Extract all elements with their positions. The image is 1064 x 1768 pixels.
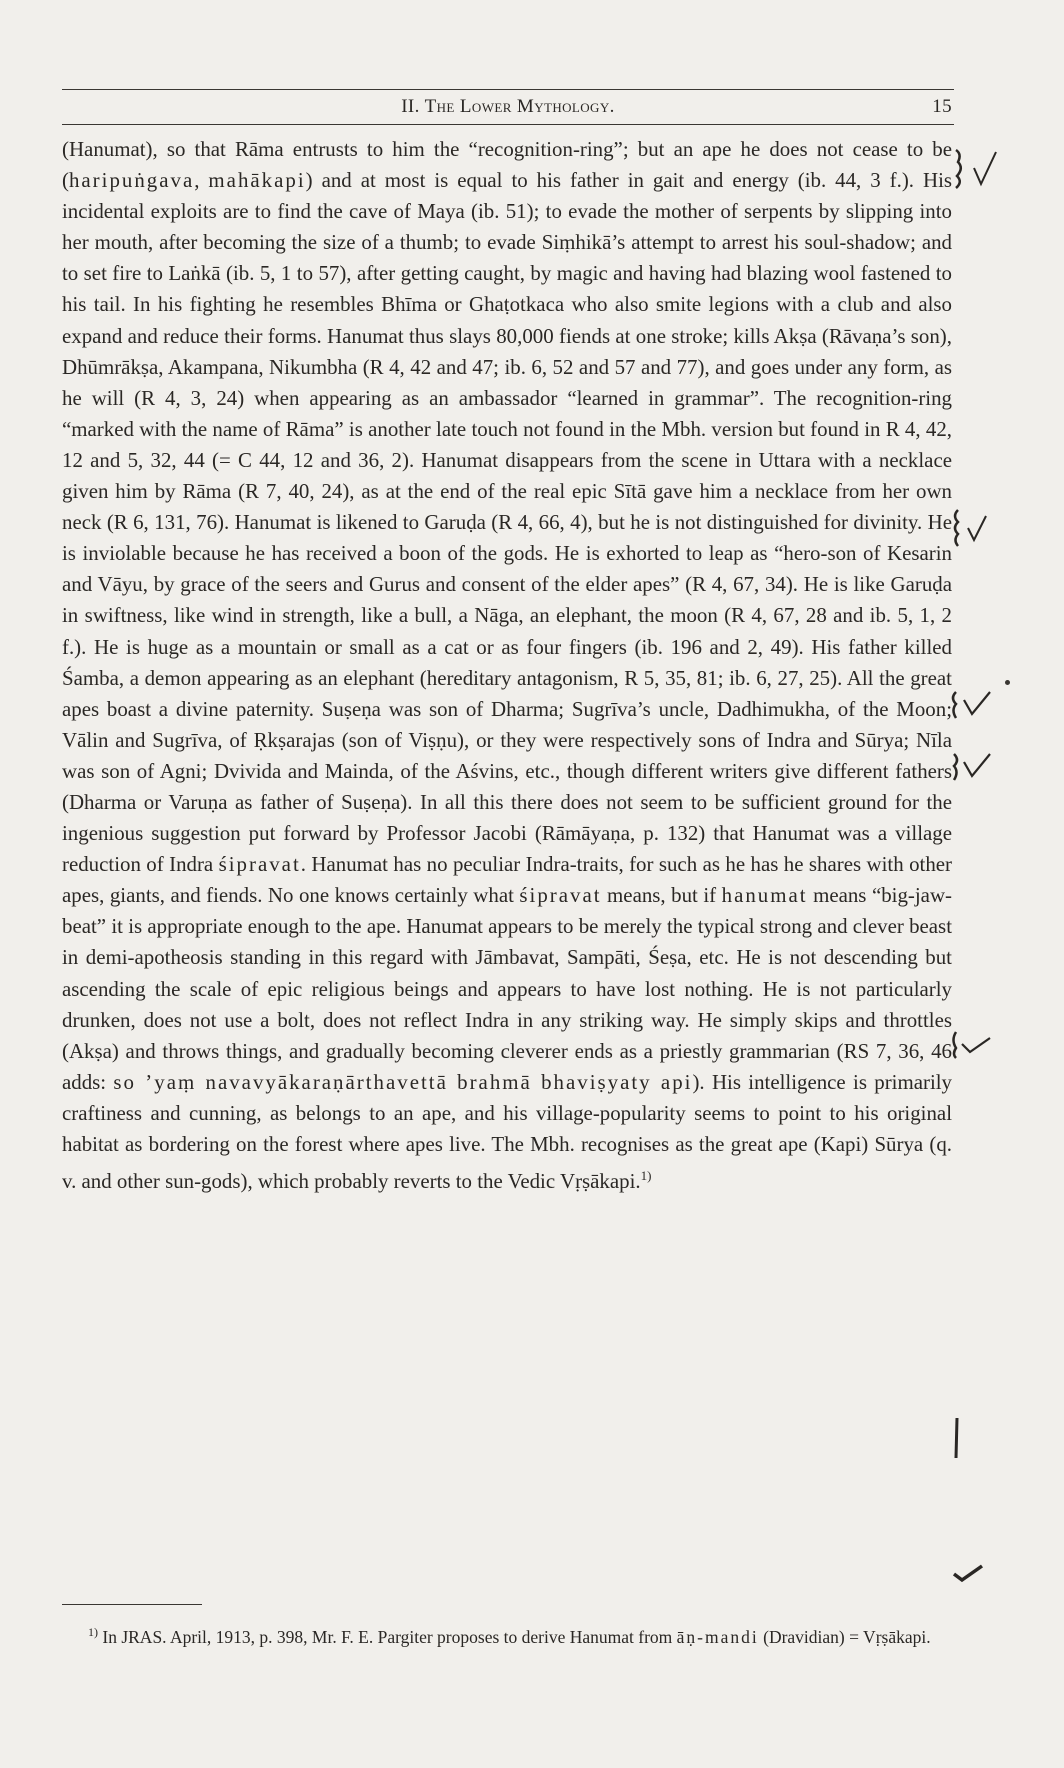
spaced-term: hanumat (721, 883, 808, 908)
margin-check-mark-icon (950, 690, 994, 720)
margin-line-mark-icon (952, 1416, 962, 1460)
spaced-term: śipravat (218, 852, 301, 877)
footnote-marker: 1) (88, 1625, 98, 1639)
body-text (62, 134, 952, 1197)
footnote (62, 1620, 952, 1650)
ink-dot (1005, 680, 1010, 685)
spaced-term: mahākapi (208, 168, 306, 193)
margin-check-mark-icon (952, 504, 992, 548)
spaced-term: āṇ-mandi (676, 1626, 759, 1647)
page-number: 15 (932, 96, 952, 117)
text-run: means, but if (601, 883, 722, 908)
footnote-rule (62, 1604, 202, 1605)
footnote-text: In JRAS. April, 1913, p. 398, Mr. F. E. Pargiter proposes to derive Hanumat from (98, 1626, 677, 1647)
spaced-term: haripuṅgava (68, 168, 195, 193)
spaced-term: śipravat (519, 883, 602, 908)
margin-check-mark-icon (950, 752, 994, 782)
text-run: ) and at most is equal to his father in gait and energy (ib. 44, 3 f.). His incidental exploits are to find the cave of Maya (ib. 51); to evade the mother of serpents by slipping into her mouth, after becoming the size of a thumb; to evade Siṃhikā’s attempt to arrest his soul-shadow; and to set fire to Laṅkā (ib. 5, 1 to 57), after getting caught, by magic and having had blazing wool fastened to his tail. In his fighting he resembles Bhīma or Ghaṭotkaca who also smite legions with a club and also expand and reduce their forms. Hanumat thus slays 80,000 fiends at one stroke; kills Akṣa (Rāvaṇa’s son), Dhūmrākṣa, Akampana, Nikumbha (R 4, 42 and 47; ib. 6, 52 and 57 and 77), and goes under any form, as he will (R 4, 3, 24) when appearing as an ambassador “learned in grammar”. The recognition-ring “marked with the name of Rāma” is another late touch not found in the Mbh. version but found in R 4, 42, 12 and 5, 32, 44 (= C 44, 12 and 36, 2). Hanumat disappears from the scene in Uttara with a necklace given him by Rāma (R 7, 40, 24), as at the end of the real epic Sītā gave him a necklace from her own neck (R 6, 131, 76). Hanumat is likened to Garuḍa (R 4, 66, 4), but he is not distinguished for divinity. He is inviolable because he has received a boon of the gods. He is exhorted to leap as “hero-son of Kesarin and Vāyu, by grace of the seers and Gurus and consent of the elder apes” (R 4, 67, 34). He is like Garuḍa in swiftness, like wind in strength, like a bull, a Nāga, an elephant, the moon (R 4, 67, 28 and ib. 5, 1, 2 f.). He is huge as a mountain or small as a cat or as four fingers (ib. 196 and 2, 49). His father killed Śamba, a demon appearing as an elephant (hereditary antagonism, R 5, 35, 81; ib. 6, 27, 25). All the great apes boast a divine paternity. Suṣeṇa was son of Dharma; Sugrīva’s uncle, Dadhimukha, of the Moon; Vālin and Sugrīva, of Ṛkṣarajas (son of Viṣṇu), or they were respectively sons of Indra and Sūrya; Nīla was son of Agni; Dvivida and Mainda, of the Aśvins, etc., though different writers give different fathers (Dharma or Varuṇa as father of Suṣeṇa). In all this there does not seem to be sufficient ground for the ingenious suggestion put forward by Professor Jacobi (Rāmāyaṇa, p. 132) that Hanumat was a village reduction of Indra (62, 168, 953, 877)
text-run: . Hanumat has no peculiar Indra-traits, for such as he has he shares with other apes, giants, and fiends. No one knows certainly what (62, 852, 953, 908)
text-run: ). His intelligence is primarily craftiness and cunning, as belongs to an ape, and his village-popularity seems to point to his original habitat as bordering on the forest where apes live. The Mbh. recognises as the great ape (Kapi) Sūrya (q. v. and other sun-gods), which probably reverts to the Vedic Vṛṣākapi. (62, 1069, 952, 1194)
margin-check-mark-icon (950, 1030, 994, 1060)
spaced-term: so ’yaṃ navavyākaraṇārthavettā brahmā bhaviṣyaty api (113, 1069, 693, 1094)
footnote-text: (Dravidian) = Vṛṣākapi. (758, 1626, 931, 1647)
running-head (62, 96, 954, 124)
running-head-title: II. The Lower Mythology. (401, 96, 615, 117)
footnote-reference[interactable]: 1) (640, 1168, 652, 1184)
top-rule (62, 89, 954, 90)
main-paragraph (62, 134, 952, 1197)
text-run: , (194, 168, 209, 193)
header-rule (62, 124, 954, 125)
text-run: means “big-jaw-beat” it is appropriate enough to the ape. Hanumat appears to be merely the typical strong and clever beast in demi-apotheosis standing in this regard with Jāmbavat, Sampāti, Śeṣa, etc. He is not descending but ascending the scale of epic religious beings and appears to have lost nothing. He is not particularly drunken, does not use a bolt, does not reflect Indra in any striking way. He simply skips and throttles (Akṣa) and throws things, and gradually becoming cleverer ends as a priestly grammarian (RS 7, 36, 46 adds: (62, 883, 952, 1094)
text-run: (Hanumat), so that Rāma entrusts to him the “recognition-ring”; but an ape he does not cease to be ( (62, 137, 952, 193)
margin-check-mark-icon (954, 146, 1000, 192)
margin-check-mark-icon (952, 1564, 984, 1582)
